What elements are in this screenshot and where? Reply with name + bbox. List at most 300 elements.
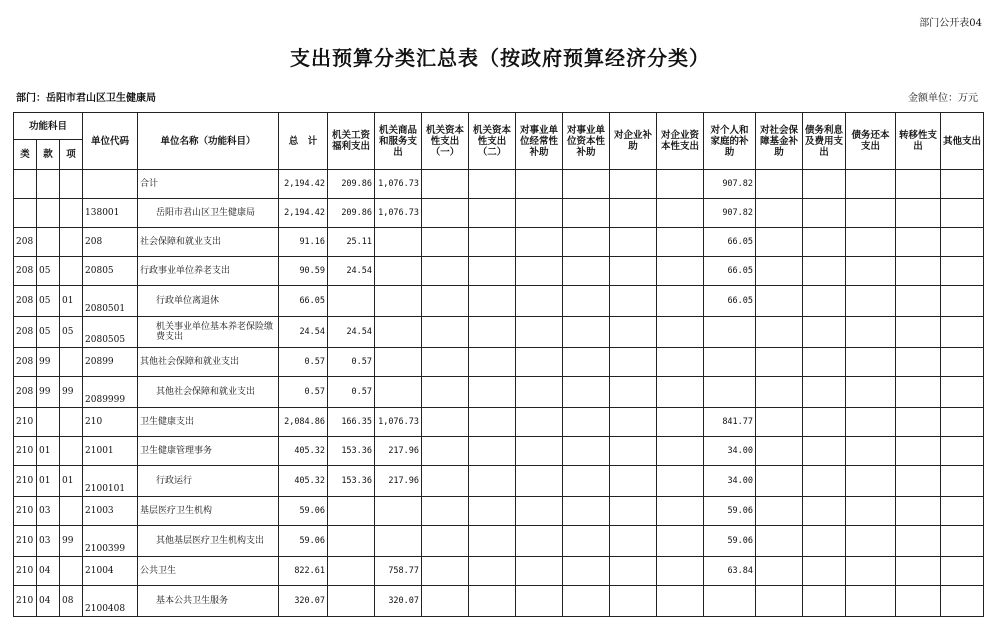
- cell-debt-principal: [846, 497, 896, 526]
- cell-social-fund: [756, 199, 803, 228]
- cell-capital-1: [422, 170, 469, 199]
- cell-unit-code: [83, 170, 138, 199]
- cell-unit-name: 其他社会保障和就业支出: [138, 377, 279, 408]
- cell-capital-1: [422, 586, 469, 617]
- cell-total: 0.57: [279, 348, 328, 377]
- cell-xiang: 01: [60, 466, 83, 497]
- cell-other: [941, 228, 984, 257]
- cell-enterprise: [610, 437, 657, 466]
- cell-capital-2: [469, 257, 516, 286]
- table-row: [14, 199, 984, 228]
- cell-debt-principal: [846, 317, 896, 348]
- cell-inst-regular: [516, 348, 563, 377]
- table-row: [14, 526, 984, 557]
- cell-transfer: [896, 199, 941, 228]
- cell-enterprise-capital: [657, 286, 704, 317]
- cell-enterprise-capital: [657, 317, 704, 348]
- cell-capital-2: [469, 557, 516, 586]
- cell-debt-interest: [803, 199, 846, 228]
- cell-debt-interest: [803, 557, 846, 586]
- cell-unit-code: 20899: [83, 348, 138, 377]
- cell-other: [941, 348, 984, 377]
- cell-enterprise: [610, 557, 657, 586]
- cell-capital-2: [469, 199, 516, 228]
- cell-kuan: [37, 199, 60, 228]
- cell-enterprise-capital: [657, 257, 704, 286]
- cell-capital-1: [422, 286, 469, 317]
- cell-wage: 153.36: [328, 466, 375, 497]
- cell-other: [941, 199, 984, 228]
- cell-kuan: 01: [37, 466, 60, 497]
- cell-enterprise-capital: [657, 526, 704, 557]
- cell-lei: 208: [14, 377, 37, 408]
- cell-other: [941, 170, 984, 199]
- cell-unit-code: 2080501: [83, 286, 138, 317]
- cell-enterprise: [610, 586, 657, 617]
- cell-social-fund: [756, 257, 803, 286]
- cell-social-fund: [756, 586, 803, 617]
- form-tag: 部门公开表04: [919, 18, 982, 29]
- cell-kuan: 04: [37, 586, 60, 617]
- cell-inst-regular: [516, 199, 563, 228]
- cell-lei: 210: [14, 557, 37, 586]
- cell-enterprise: [610, 348, 657, 377]
- cell-lei: 210: [14, 466, 37, 497]
- cell-total: 59.06: [279, 497, 328, 526]
- cell-goods: 1,076.73: [375, 199, 422, 228]
- cell-enterprise-capital: [657, 408, 704, 437]
- table-row: [14, 408, 984, 437]
- cell-unit-name: 基层医疗卫生机构: [138, 497, 279, 526]
- cell-inst-capital: [563, 557, 610, 586]
- cell-capital-1: [422, 317, 469, 348]
- cell-enterprise-capital: [657, 199, 704, 228]
- cell-social-fund: [756, 466, 803, 497]
- cell-unit-name: 卫生健康管理事务: [138, 437, 279, 466]
- cell-kuan: 03: [37, 526, 60, 557]
- cell-capital-2: [469, 586, 516, 617]
- cell-enterprise: [610, 408, 657, 437]
- cell-inst-regular: [516, 557, 563, 586]
- table-row: [14, 257, 984, 286]
- cell-inst-capital: [563, 466, 610, 497]
- cell-unit-name: 其他社会保障和就业支出: [138, 348, 279, 377]
- cell-unit-code: 2089999: [83, 377, 138, 408]
- cell-capital-2: [469, 377, 516, 408]
- cell-transfer: [896, 228, 941, 257]
- cell-total: 405.32: [279, 437, 328, 466]
- cell-inst-regular: [516, 408, 563, 437]
- cell-other: [941, 257, 984, 286]
- cell-capital-1: [422, 257, 469, 286]
- header-col-goods: 机关商品和服务支出: [375, 113, 422, 170]
- cell-capital-2: [469, 286, 516, 317]
- cell-wage: 24.54: [328, 257, 375, 286]
- cell-inst-capital: [563, 408, 610, 437]
- cell-debt-interest: [803, 317, 846, 348]
- header-unit-code: 单位代码: [83, 113, 138, 170]
- cell-personal: [704, 377, 756, 408]
- cell-lei: 208: [14, 348, 37, 377]
- header-kuan: 款: [37, 140, 60, 170]
- cell-kuan: [37, 170, 60, 199]
- cell-lei: 210: [14, 408, 37, 437]
- cell-wage: 25.11: [328, 228, 375, 257]
- cell-enterprise-capital: [657, 348, 704, 377]
- cell-wage: 166.35: [328, 408, 375, 437]
- header-col-inst-capital: 对事业单位资本性补助: [563, 113, 610, 170]
- cell-inst-regular: [516, 286, 563, 317]
- cell-enterprise: [610, 257, 657, 286]
- cell-lei: 210: [14, 437, 37, 466]
- cell-debt-interest: [803, 586, 846, 617]
- cell-inst-regular: [516, 228, 563, 257]
- cell-unit-name: 卫生健康支出: [138, 408, 279, 437]
- cell-inst-regular: [516, 317, 563, 348]
- table-row: [14, 348, 984, 377]
- table-body: [14, 170, 984, 617]
- cell-unit-code: 21003: [83, 497, 138, 526]
- cell-capital-1: [422, 466, 469, 497]
- amount-unit-label: 金额单位：万元: [908, 93, 978, 104]
- cell-xiang: 05: [60, 317, 83, 348]
- table-row: [14, 228, 984, 257]
- cell-personal: 907.82: [704, 199, 756, 228]
- cell-inst-regular: [516, 586, 563, 617]
- cell-total: 59.06: [279, 526, 328, 557]
- cell-xiang: 01: [60, 286, 83, 317]
- cell-personal: [704, 317, 756, 348]
- cell-transfer: [896, 286, 941, 317]
- cell-wage: 0.57: [328, 377, 375, 408]
- cell-xiang: [60, 497, 83, 526]
- cell-capital-1: [422, 557, 469, 586]
- cell-capital-1: [422, 348, 469, 377]
- cell-personal: 59.06: [704, 526, 756, 557]
- cell-xiang: 08: [60, 586, 83, 617]
- cell-debt-principal: [846, 286, 896, 317]
- cell-other: [941, 526, 984, 557]
- cell-unit-code: 21004: [83, 557, 138, 586]
- cell-debt-interest: [803, 170, 846, 199]
- cell-lei: 210: [14, 586, 37, 617]
- cell-transfer: [896, 497, 941, 526]
- cell-unit-code: 208: [83, 228, 138, 257]
- cell-debt-interest: [803, 408, 846, 437]
- cell-transfer: [896, 348, 941, 377]
- cell-capital-2: [469, 348, 516, 377]
- cell-inst-capital: [563, 586, 610, 617]
- cell-debt-principal: [846, 199, 896, 228]
- cell-wage: [328, 526, 375, 557]
- cell-xiang: 99: [60, 377, 83, 408]
- cell-debt-principal: [846, 557, 896, 586]
- cell-personal: 34.00: [704, 437, 756, 466]
- cell-inst-regular: [516, 526, 563, 557]
- header-col-personal: 对个人和家庭的补助: [704, 113, 756, 170]
- cell-unit-name: 基本公共卫生服务: [138, 586, 279, 617]
- cell-goods: [375, 377, 422, 408]
- cell-debt-principal: [846, 257, 896, 286]
- page-title: 支出预算分类汇总表（按政府预算经济分类）: [290, 46, 710, 70]
- cell-unit-code: 20805: [83, 257, 138, 286]
- cell-inst-regular: [516, 170, 563, 199]
- cell-enterprise: [610, 317, 657, 348]
- header-col-capital-2: 机关资本性支出（二）: [469, 113, 516, 170]
- cell-xiang: [60, 348, 83, 377]
- cell-other: [941, 557, 984, 586]
- cell-personal: 907.82: [704, 170, 756, 199]
- cell-kuan: 99: [37, 348, 60, 377]
- cell-enterprise: [610, 170, 657, 199]
- header-func-subject: 功能科目: [14, 113, 83, 140]
- table-row: [14, 586, 984, 617]
- cell-personal: 841.77: [704, 408, 756, 437]
- cell-wage: [328, 497, 375, 526]
- cell-inst-capital: [563, 526, 610, 557]
- cell-xiang: [60, 199, 83, 228]
- cell-social-fund: [756, 557, 803, 586]
- cell-social-fund: [756, 348, 803, 377]
- cell-social-fund: [756, 408, 803, 437]
- cell-other: [941, 286, 984, 317]
- cell-inst-capital: [563, 199, 610, 228]
- cell-lei: 208: [14, 228, 37, 257]
- cell-enterprise-capital: [657, 557, 704, 586]
- header-col-debt-principal: 债务还本支出: [846, 113, 896, 170]
- cell-social-fund: [756, 286, 803, 317]
- cell-inst-capital: [563, 497, 610, 526]
- table-row: [14, 170, 984, 199]
- cell-kuan: [37, 228, 60, 257]
- cell-enterprise: [610, 526, 657, 557]
- cell-debt-principal: [846, 377, 896, 408]
- cell-unit-name: 合计: [138, 170, 279, 199]
- cell-capital-2: [469, 466, 516, 497]
- cell-enterprise: [610, 199, 657, 228]
- cell-xiang: [60, 257, 83, 286]
- cell-kuan: 03: [37, 497, 60, 526]
- cell-debt-interest: [803, 228, 846, 257]
- cell-total: 24.54: [279, 317, 328, 348]
- cell-enterprise-capital: [657, 170, 704, 199]
- header-col-social-fund: 对社会保障基金补助: [756, 113, 803, 170]
- cell-wage: 0.57: [328, 348, 375, 377]
- header-col-enterprise: 对企业补助: [610, 113, 657, 170]
- cell-inst-regular: [516, 466, 563, 497]
- cell-other: [941, 466, 984, 497]
- cell-goods: [375, 526, 422, 557]
- cell-capital-1: [422, 228, 469, 257]
- cell-debt-principal: [846, 228, 896, 257]
- header-col-capital-1: 机关资本性支出（一）: [422, 113, 469, 170]
- header-col-wage: 机关工资福利支出: [328, 113, 375, 170]
- cell-enterprise: [610, 497, 657, 526]
- cell-total: 90.59: [279, 257, 328, 286]
- cell-debt-principal: [846, 170, 896, 199]
- cell-capital-2: [469, 497, 516, 526]
- cell-transfer: [896, 466, 941, 497]
- cell-transfer: [896, 257, 941, 286]
- cell-social-fund: [756, 437, 803, 466]
- cell-transfer: [896, 557, 941, 586]
- cell-social-fund: [756, 526, 803, 557]
- cell-personal: 34.00: [704, 466, 756, 497]
- cell-inst-capital: [563, 437, 610, 466]
- cell-personal: 66.05: [704, 228, 756, 257]
- cell-enterprise: [610, 286, 657, 317]
- cell-lei: 208: [14, 286, 37, 317]
- cell-personal: 66.05: [704, 286, 756, 317]
- cell-kuan: 05: [37, 286, 60, 317]
- cell-transfer: [896, 170, 941, 199]
- cell-capital-2: [469, 317, 516, 348]
- cell-transfer: [896, 408, 941, 437]
- cell-goods: [375, 286, 422, 317]
- table-row: [14, 317, 984, 348]
- cell-debt-interest: [803, 437, 846, 466]
- cell-enterprise-capital: [657, 586, 704, 617]
- cell-debt-principal: [846, 586, 896, 617]
- cell-wage: [328, 286, 375, 317]
- cell-goods: [375, 228, 422, 257]
- cell-unit-name: 其他基层医疗卫生机构支出: [138, 526, 279, 557]
- cell-debt-interest: [803, 257, 846, 286]
- budget-table: [13, 112, 984, 617]
- cell-unit-code: 2100408: [83, 586, 138, 617]
- header-col-inst-regular: 对事业单位经常性补助: [516, 113, 563, 170]
- cell-unit-code: 2080505: [83, 317, 138, 348]
- cell-total: 320.07: [279, 586, 328, 617]
- cell-enterprise: [610, 466, 657, 497]
- cell-lei: [14, 199, 37, 228]
- cell-enterprise-capital: [657, 497, 704, 526]
- cell-goods: 217.96: [375, 437, 422, 466]
- cell-debt-principal: [846, 526, 896, 557]
- department-label: 部门：岳阳市君山区卫生健康局: [16, 93, 156, 104]
- cell-personal: [704, 586, 756, 617]
- cell-goods: [375, 348, 422, 377]
- cell-unit-name: 公共卫生: [138, 557, 279, 586]
- cell-transfer: [896, 437, 941, 466]
- cell-inst-capital: [563, 286, 610, 317]
- cell-goods: 1,076.73: [375, 170, 422, 199]
- cell-capital-2: [469, 437, 516, 466]
- cell-capital-2: [469, 170, 516, 199]
- cell-total: 405.32: [279, 466, 328, 497]
- cell-social-fund: [756, 497, 803, 526]
- cell-inst-regular: [516, 437, 563, 466]
- cell-xiang: [60, 557, 83, 586]
- cell-debt-interest: [803, 466, 846, 497]
- cell-unit-name: 机关事业单位基本养老保险缴费支出: [138, 317, 279, 348]
- cell-social-fund: [756, 377, 803, 408]
- cell-total: 91.16: [279, 228, 328, 257]
- cell-inst-regular: [516, 377, 563, 408]
- cell-inst-capital: [563, 377, 610, 408]
- table-row: [14, 466, 984, 497]
- cell-transfer: [896, 317, 941, 348]
- table-row: [14, 557, 984, 586]
- header-lei: 类: [14, 140, 37, 170]
- cell-kuan: 01: [37, 437, 60, 466]
- cell-personal: 63.84: [704, 557, 756, 586]
- table-row: [14, 497, 984, 526]
- cell-capital-2: [469, 526, 516, 557]
- cell-debt-principal: [846, 408, 896, 437]
- cell-debt-interest: [803, 286, 846, 317]
- cell-goods: 758.77: [375, 557, 422, 586]
- cell-wage: 153.36: [328, 437, 375, 466]
- cell-capital-1: [422, 377, 469, 408]
- cell-kuan: 99: [37, 377, 60, 408]
- cell-unit-code: 21001: [83, 437, 138, 466]
- cell-xiang: [60, 408, 83, 437]
- cell-inst-regular: [516, 257, 563, 286]
- cell-unit-name: 社会保障和就业支出: [138, 228, 279, 257]
- cell-personal: 66.05: [704, 257, 756, 286]
- cell-xiang: 99: [60, 526, 83, 557]
- cell-other: [941, 377, 984, 408]
- cell-enterprise: [610, 377, 657, 408]
- cell-total: 66.05: [279, 286, 328, 317]
- cell-transfer: [896, 377, 941, 408]
- cell-debt-interest: [803, 526, 846, 557]
- cell-inst-capital: [563, 317, 610, 348]
- cell-social-fund: [756, 170, 803, 199]
- table-row: [14, 377, 984, 408]
- cell-xiang: [60, 228, 83, 257]
- cell-debt-interest: [803, 348, 846, 377]
- cell-capital-2: [469, 228, 516, 257]
- cell-goods: [375, 257, 422, 286]
- header-col-debt-interest: 债务利息及费用支出: [803, 113, 846, 170]
- header-col-enterprise-capital: 对企业资本性支出: [657, 113, 704, 170]
- cell-other: [941, 408, 984, 437]
- cell-debt-principal: [846, 348, 896, 377]
- cell-goods: 1,076.73: [375, 408, 422, 437]
- cell-inst-capital: [563, 257, 610, 286]
- cell-goods: 320.07: [375, 586, 422, 617]
- cell-inst-regular: [516, 497, 563, 526]
- cell-other: [941, 586, 984, 617]
- cell-social-fund: [756, 317, 803, 348]
- cell-wage: 209.86: [328, 199, 375, 228]
- table-row: [14, 437, 984, 466]
- cell-goods: [375, 497, 422, 526]
- cell-inst-capital: [563, 228, 610, 257]
- cell-capital-2: [469, 408, 516, 437]
- cell-debt-interest: [803, 497, 846, 526]
- cell-enterprise-capital: [657, 437, 704, 466]
- cell-other: [941, 437, 984, 466]
- cell-capital-1: [422, 408, 469, 437]
- cell-unit-name: 行政运行: [138, 466, 279, 497]
- cell-other: [941, 497, 984, 526]
- cell-kuan: 04: [37, 557, 60, 586]
- cell-wage: [328, 586, 375, 617]
- cell-unit-code: 138001: [83, 199, 138, 228]
- header-col-transfer: 转移性支出: [896, 113, 941, 170]
- cell-wage: [328, 557, 375, 586]
- cell-capital-1: [422, 437, 469, 466]
- cell-enterprise-capital: [657, 228, 704, 257]
- header-total: 总 计: [279, 113, 328, 170]
- cell-debt-interest: [803, 377, 846, 408]
- cell-debt-principal: [846, 437, 896, 466]
- cell-xiang: [60, 170, 83, 199]
- cell-unit-name: 岳阳市君山区卫生健康局: [138, 199, 279, 228]
